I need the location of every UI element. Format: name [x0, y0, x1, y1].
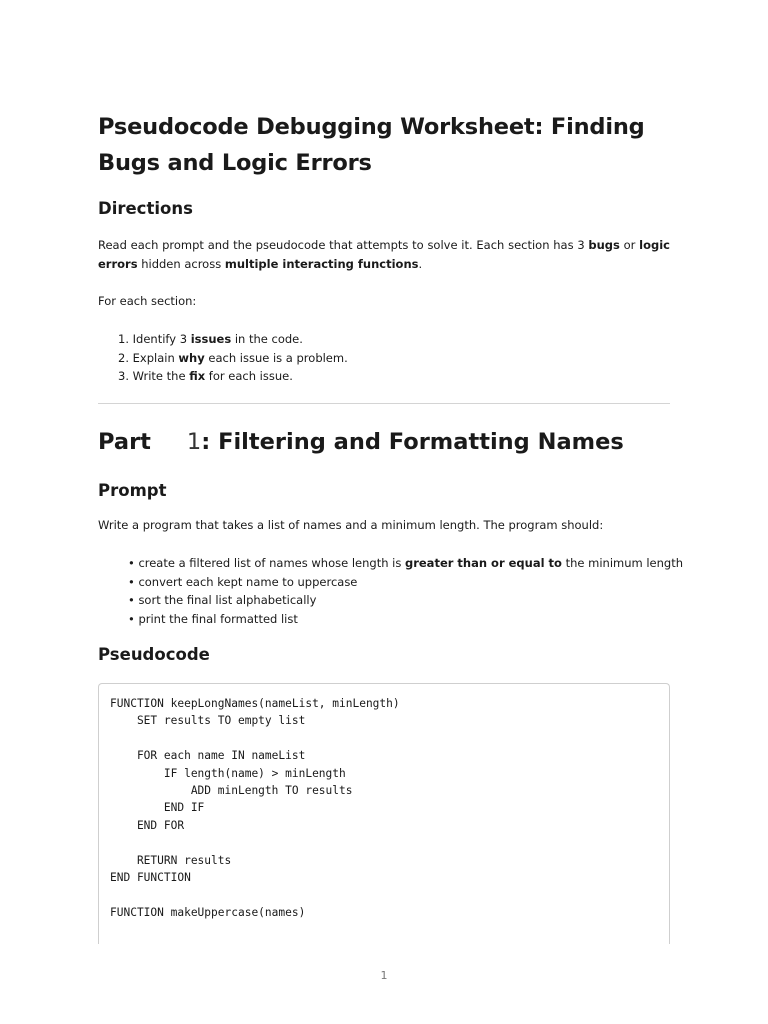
- step-text: . Explain: [125, 350, 179, 365]
- section-divider: [98, 403, 670, 404]
- code-line: SET results TO empty list: [110, 714, 306, 728]
- part-1-title: [98, 424, 624, 460]
- step-issue-count: 3: [179, 332, 188, 346]
- part-label: Part: [98, 429, 151, 455]
- step-text: . Write the: [125, 369, 190, 383]
- intro-bugs-emphasis: bugs: [588, 238, 620, 252]
- intro-text: Read each prompt and the pseudocode that attempts to solve it. Each section has: [98, 238, 578, 252]
- requirement-text: • create a filtered list of names whose length is: [128, 556, 405, 570]
- code-line: FUNCTION keepLongNames(nameList, minLength): [110, 697, 400, 710]
- step-number: 1: [118, 332, 126, 346]
- requirement-item: • print the final formatted list: [128, 611, 298, 626]
- code-line: END IF: [110, 801, 205, 815]
- intro-multiple-functions-emphasis: multiple interacting functions: [224, 257, 419, 271]
- part-title-text: : Filtering and Formatting Names: [201, 429, 624, 455]
- for-each-section-label: For each section:: [98, 294, 197, 308]
- part-number: 1: [186, 429, 202, 455]
- intro-period: .: [418, 257, 423, 271]
- step-text: for each issue.: [205, 369, 293, 383]
- directions-steps: [118, 330, 348, 386]
- code-line: ADD minLength TO results: [110, 784, 353, 798]
- prompt-text: Write a program that takes a list of names and a minimum length. The program should:: [98, 518, 604, 532]
- requirement-item: • sort the final list alphabetically: [128, 593, 317, 607]
- directions-heading: Directions: [98, 199, 193, 218]
- code-line: IF length(name) > minLength: [110, 766, 346, 780]
- intro-logic-errors-emphasis: logic errors: [98, 238, 670, 271]
- requirement-item: [128, 554, 683, 573]
- step-why-emphasis: why: [178, 350, 205, 365]
- step-number: 2: [118, 350, 126, 365]
- step-number: 3: [118, 369, 126, 383]
- document-title: Pseudocode Debugging Worksheet: Finding Bugs and Logic Errors: [98, 114, 645, 176]
- code-line: RETURN results: [110, 853, 232, 867]
- step-item: [118, 349, 348, 368]
- requirement-text: the minimum length: [561, 556, 684, 570]
- pseudocode-text: [99, 684, 669, 921]
- step-text: each issue is a problem.: [204, 350, 348, 365]
- intro-or: or: [619, 238, 640, 252]
- prompt-heading: Prompt: [98, 481, 167, 500]
- code-line: END FUNCTION: [110, 871, 191, 885]
- requirement-item: • convert each kept name to uppercase: [128, 574, 358, 589]
- step-issues-emphasis: issues: [190, 332, 232, 346]
- directions-intro: [98, 236, 670, 274]
- step-text: . Identify: [125, 332, 180, 346]
- pseudocode-block: [98, 683, 670, 944]
- intro-hidden-across: hidden across: [137, 257, 225, 271]
- step-item: [118, 330, 348, 349]
- prompt-requirements: [128, 554, 683, 628]
- intro-bug-count: 3: [577, 238, 585, 252]
- step-fix-emphasis: fix: [189, 369, 206, 383]
- code-line: FUNCTION makeUppercase(names): [110, 905, 306, 919]
- pseudocode-heading: Pseudocode: [98, 645, 210, 664]
- requirement-emphasis: greater than or equal to: [404, 556, 562, 570]
- step-text: in the code.: [231, 332, 303, 346]
- code-line: END FOR: [110, 818, 185, 832]
- step-item: [118, 367, 348, 386]
- code-line: FOR each name IN nameList: [110, 749, 306, 763]
- page-number: 1: [380, 969, 388, 982]
